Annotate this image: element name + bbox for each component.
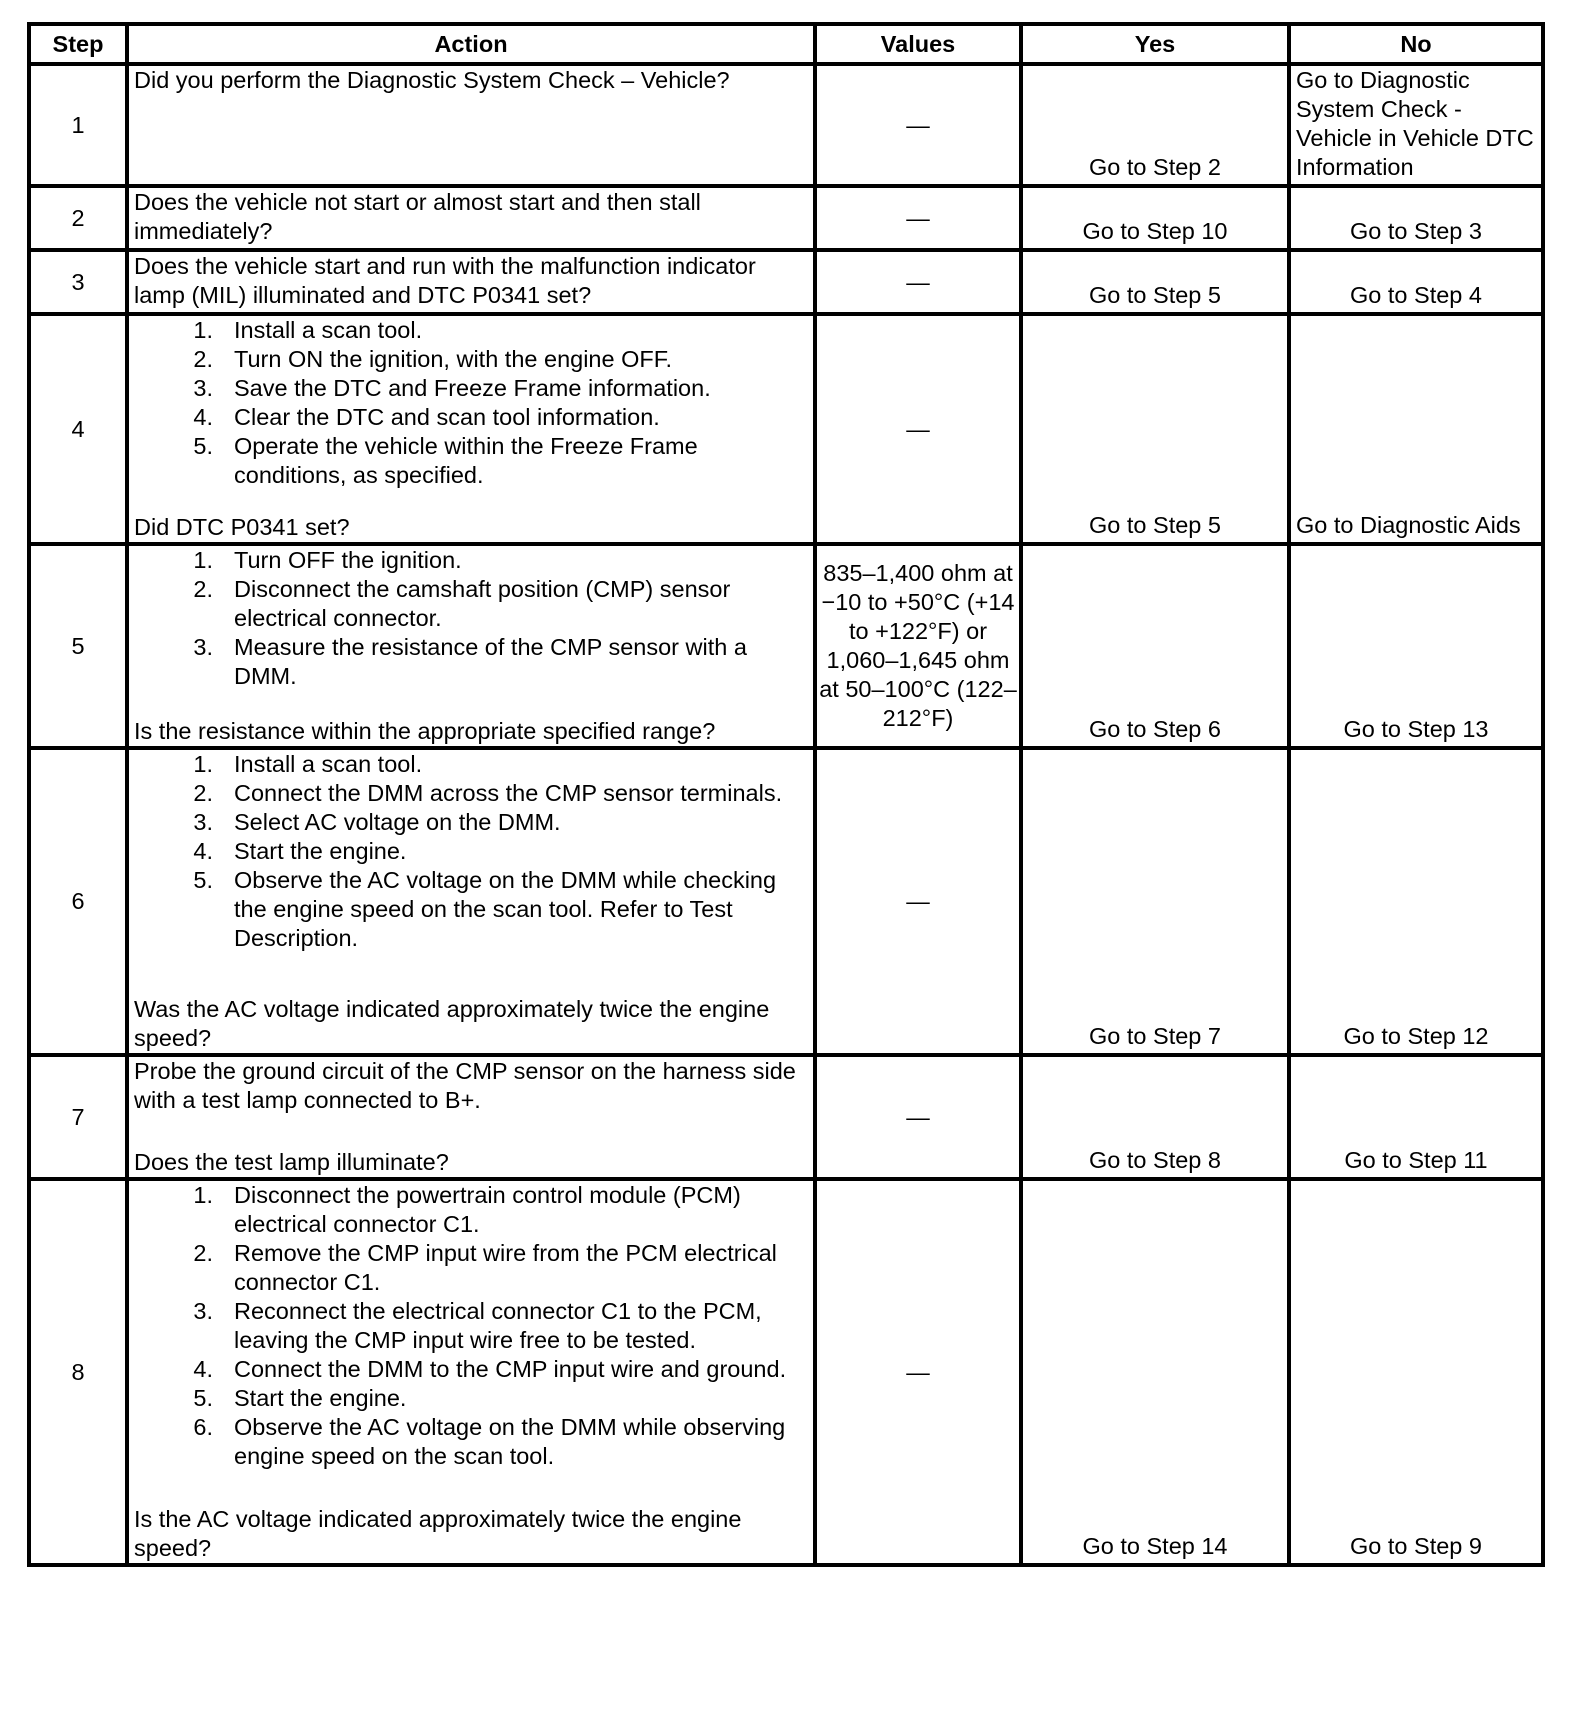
values-cell: — [815,1055,1021,1179]
values-cell: — [815,314,1021,544]
substep-item: 4. Clear the DTC and scan tool information. [193,404,660,430]
action-cell [127,250,815,314]
substep-item: 5. Observe the AC voltage on the DMM while checking the engine speed on the scan tool. Refer to Test Description. [193,867,777,951]
table-row [29,186,1543,250]
header-yes: Yes [1021,24,1289,64]
diagnostic-table [27,22,1545,1567]
no-cell: Go to Step 4 [1289,250,1543,314]
no-cell: Go to Diagnostic System Check - Vehicle in Vehicle DTC Information [1289,64,1543,186]
step-number: 3 [29,250,127,314]
table-row [29,1055,1543,1179]
table-row [29,1179,1543,1565]
step-number: 8 [29,1179,127,1565]
substep-item: 1. Disconnect the powertrain control module (PCM) electrical connector C1. [193,1182,741,1237]
values-cell: — [815,250,1021,314]
substep-list [134,1181,808,1471]
step-number: 7 [29,1055,127,1179]
action-intro: Probe the ground circuit of the CMP sensor on the harness side with a test lamp connected to B+. [134,1058,796,1113]
action-question: Was the AC voltage indicated approximately twice the engine speed? [134,996,770,1051]
table-row [29,314,1543,544]
action-question: Did you perform the Diagnostic System Check – Vehicle? [134,67,730,93]
substep-item: 1. Install a scan tool. [193,751,423,777]
step-number: 6 [29,748,127,1055]
yes-cell: Go to Step 7 [1021,748,1289,1055]
no-cell: Go to Step 13 [1289,544,1543,748]
yes-cell: Go to Step 6 [1021,544,1289,748]
substep-item: 2. Turn ON the ignition, with the engine OFF. [193,346,673,372]
yes-cell: Go to Step 8 [1021,1055,1289,1179]
table-row [29,64,1543,186]
action-question: Does the test lamp illuminate? [134,1149,449,1175]
no-cell: Go to Diagnostic Aids [1289,314,1543,544]
step-number: 4 [29,314,127,544]
header-action: Action [127,24,815,64]
substep-item: 2. Connect the DMM across the CMP sensor terminals. [193,780,783,806]
action-cell [127,314,815,544]
substep-item: 3. Reconnect the electrical connector C1 to the PCM, leaving the CMP input wire free to be tested. [193,1298,762,1353]
header-step: Step [29,24,127,64]
substep-item: 5. Operate the vehicle within the Freeze Frame conditions, as specified. [193,433,698,488]
substep-item: 2. Disconnect the camshaft position (CMP) sensor electrical connector. [193,576,731,631]
substep-list [134,316,808,490]
no-cell: Go to Step 9 [1289,1179,1543,1565]
yes-cell: Go to Step 5 [1021,314,1289,544]
values-cell: — [815,186,1021,250]
header-no: No [1289,24,1543,64]
values-cell: — [815,748,1021,1055]
action-cell [127,1179,815,1565]
table-row [29,250,1543,314]
action-question: Is the resistance within the appropriate specified range? [134,718,716,744]
no-cell: Go to Step 11 [1289,1055,1543,1179]
substep-item: 4. Connect the DMM to the CMP input wire and ground. [193,1356,787,1382]
action-cell [127,186,815,250]
substep-item: 5. Start the engine. [193,1385,407,1411]
table-row [29,748,1543,1055]
substep-item: 3. Select AC voltage on the DMM. [193,809,561,835]
action-question: Does the vehicle start and run with the malfunction indicator lamp (MIL) illuminated and DTC P0341 set? [134,253,756,308]
diagnostic-table-container [27,22,1541,1567]
yes-cell: Go to Step 2 [1021,64,1289,186]
action-cell [127,64,815,186]
substep-item: 1. Turn OFF the ignition. [193,547,462,573]
step-number: 5 [29,544,127,748]
header-values: Values [815,24,1021,64]
substep-item: 3. Measure the resistance of the CMP sensor with a DMM. [193,634,747,689]
action-question: Does the vehicle not start or almost start and then stall immediately? [134,189,701,244]
substep-item: 2. Remove the CMP input wire from the PCM electrical connector C1. [193,1240,777,1295]
no-cell: Go to Step 12 [1289,748,1543,1055]
substep-item: 4. Start the engine. [193,838,407,864]
substep-list [134,546,808,691]
yes-cell: Go to Step 5 [1021,250,1289,314]
substep-item: 1. Install a scan tool. [193,317,423,343]
substep-list [134,750,808,953]
values-cell: — [815,1179,1021,1565]
yes-cell: Go to Step 14 [1021,1179,1289,1565]
action-cell [127,1055,815,1179]
action-cell [127,748,815,1055]
values-cell: — [815,64,1021,186]
substep-item: 6. Observe the AC voltage on the DMM while observing engine speed on the scan tool. [193,1414,786,1469]
no-cell: Go to Step 3 [1289,186,1543,250]
action-question: Is the AC voltage indicated approximately twice the engine speed? [134,1506,742,1561]
action-cell [127,544,815,748]
yes-cell: Go to Step 10 [1021,186,1289,250]
step-number: 2 [29,186,127,250]
step-number: 1 [29,64,127,186]
header-row [29,24,1543,64]
substep-item: 3. Save the DTC and Freeze Frame information. [193,375,711,401]
table-row [29,544,1543,748]
values-cell: 835–1,400 ohm at −10 to +50°C (+14 to +122°F) or 1,060–1,645 ohm at 50–100°C (122–212°F) [815,544,1021,748]
action-question: Did DTC P0341 set? [134,514,350,540]
